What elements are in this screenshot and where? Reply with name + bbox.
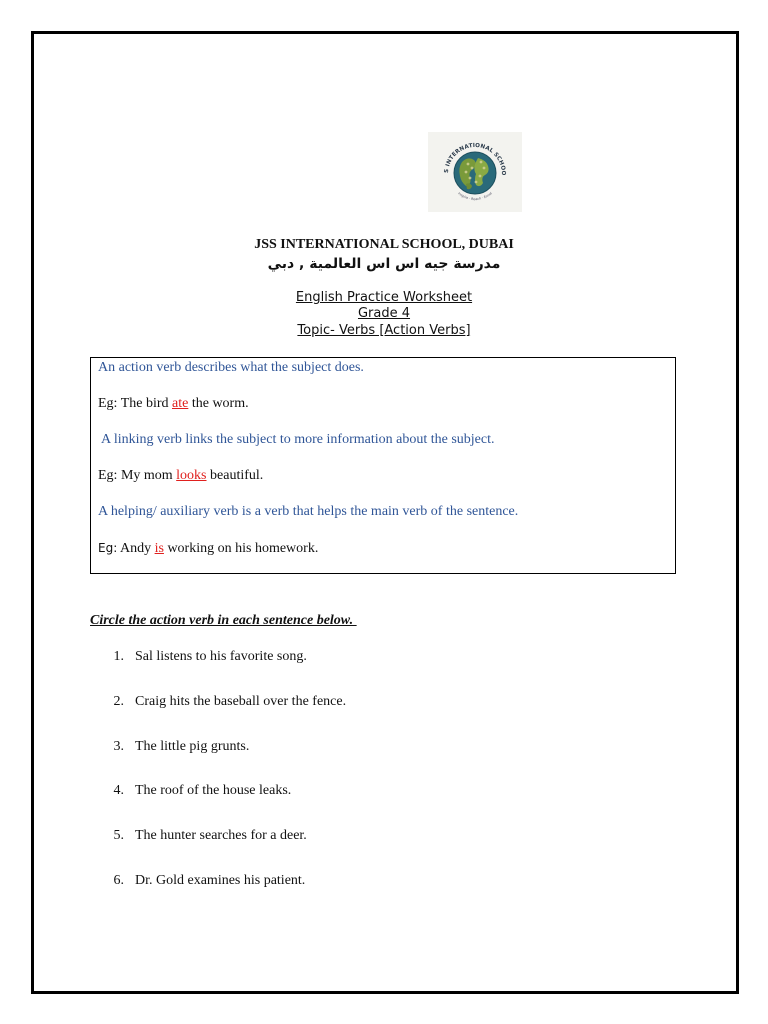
linking-verb-example	[98, 467, 263, 485]
exercise-item	[0, 827, 768, 845]
item-sentence: Craig hits the baseball over the fence.	[135, 694, 347, 709]
exercise-item	[0, 782, 768, 800]
exercise-instruction: Circle the action verb in each sentence below.	[90, 613, 357, 628]
linking-verb-definition: A linking verb links the subject to more information about the subject.	[101, 432, 495, 447]
helping-verb-definition: A helping/ auxiliary verb is a verb that helps the main verb of the sentence.	[98, 504, 519, 519]
exercise-item	[0, 738, 768, 756]
school-logo	[428, 132, 522, 212]
school-name: JSS INTERNATIONAL SCHOOL, DUBAI	[254, 237, 514, 252]
item-sentence: The little pig grunts.	[135, 739, 250, 754]
action-verb-definition: An action verb describes what the subject does.	[98, 360, 364, 375]
globe-logo-icon	[428, 132, 522, 212]
item-sentence: The hunter searches for a deer.	[135, 828, 307, 843]
item-number: 3.	[113, 739, 124, 754]
action-verb-example	[98, 395, 249, 413]
highlighted-verb: ate	[172, 396, 189, 411]
exercise-item	[0, 648, 768, 666]
highlighted-verb: looks	[176, 468, 207, 483]
item-number: 1.	[113, 649, 124, 664]
item-number: 5.	[113, 828, 124, 843]
logo-ring-text: S INTERNATIONAL SCHOO	[443, 142, 507, 176]
school-name-arabic: مدرسة جيه اس اس العالمية , دبي	[267, 256, 501, 272]
exercise-item	[0, 693, 768, 711]
item-sentence: The roof of the house leaks.	[135, 783, 292, 798]
example-text: working on his homework.	[163, 541, 319, 556]
example-text: Andy	[117, 541, 155, 556]
worksheet-topic: Topic- Verbs [Action Verbs]	[297, 323, 471, 338]
example-text: Eg: My mom	[98, 468, 177, 483]
example-text: beautiful.	[206, 468, 264, 483]
definitions-box	[90, 357, 676, 574]
example-label: Eg:	[98, 541, 118, 555]
item-number: 2.	[113, 694, 124, 709]
worksheet-title: English Practice Worksheet	[295, 290, 473, 305]
item-sentence: Dr. Gold examines his patient.	[135, 873, 306, 888]
example-text: Eg: The bird	[98, 396, 173, 411]
helping-verb-example	[98, 539, 318, 558]
item-sentence: Sal listens to his favorite song.	[135, 649, 307, 664]
example-text: the worm.	[188, 396, 249, 411]
logo-motto-text: Inspire · Reach · Excel	[457, 191, 493, 202]
item-number: 4.	[113, 783, 124, 798]
worksheet-grade: Grade 4	[357, 306, 411, 321]
highlighted-verb: is	[154, 541, 164, 556]
item-number: 6.	[113, 873, 124, 888]
exercise-item	[0, 872, 768, 890]
